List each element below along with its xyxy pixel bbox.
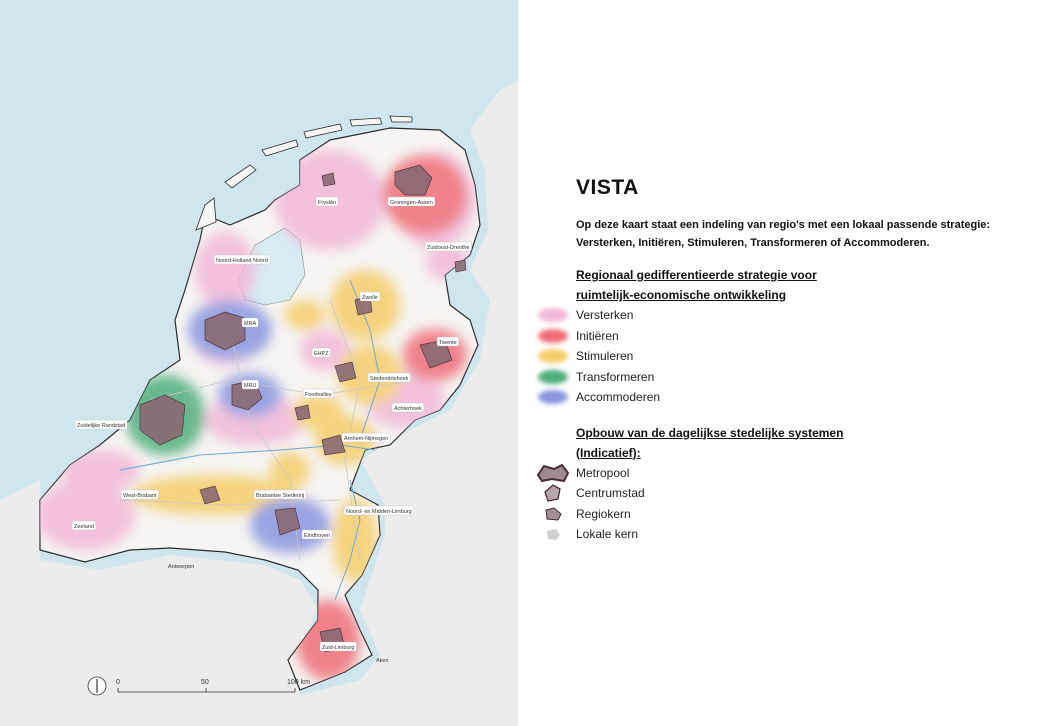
regiokern-icon <box>534 504 572 524</box>
place-label-antwerpen: Antwerpen <box>168 564 195 570</box>
svg-text:Eindhoven: Eindhoven <box>304 533 330 539</box>
legend-item-regiokern <box>530 504 1030 525</box>
versterken-swatch <box>538 308 568 322</box>
svg-text:Fryslân: Fryslân <box>318 200 337 206</box>
region-label-zeeland <box>72 521 96 530</box>
legend-item-initieren <box>530 326 1030 347</box>
region-label-zuid-limburg <box>320 642 356 651</box>
strategy-section <box>530 265 1030 408</box>
svg-text:Stedendriehoek: Stedendriehoek <box>370 376 409 382</box>
svg-text:Zuidoost-Drenthe: Zuidoost-Drenthe <box>427 245 470 251</box>
region-label-zwolle <box>360 292 380 301</box>
svg-text:Zeeland: Zeeland <box>74 524 94 530</box>
place-label-aken: Aken <box>376 658 389 664</box>
metropool-icon <box>534 463 572 483</box>
legend-label: Centrumstad <box>576 486 645 501</box>
svg-text:MRA: MRA <box>244 321 257 327</box>
svg-text:Zuidelijke Randstad: Zuidelijke Randstad <box>77 423 126 429</box>
system-heading-line2: (Indicatief): <box>576 445 641 460</box>
stimuleren-swatch <box>538 349 568 363</box>
region-label-brabantse-stedenrij <box>254 490 306 499</box>
legend-label: Metropool <box>576 465 630 480</box>
svg-text:0: 0 <box>116 679 120 686</box>
legend-label: Initiëren <box>576 328 619 343</box>
region-label-zuidelijke-randstad <box>75 420 127 429</box>
svg-text:Foodvalley: Foodvalley <box>305 392 332 398</box>
region-label-twente <box>437 337 459 346</box>
netherlands-map[interactable] <box>0 0 518 726</box>
north-arrow-icon <box>88 677 106 695</box>
accommoderen-swatch <box>538 390 568 404</box>
strategy-heading-line1: Regionaal gedifferentieerde strategie voor <box>576 268 817 282</box>
region-label-zuidoost-drenthe <box>425 242 472 251</box>
centrumstad-icon <box>534 483 572 503</box>
lokale-kern-icon <box>534 524 572 544</box>
legend-label: Lokale kern <box>576 527 639 542</box>
legend-item-stimuleren <box>530 346 1030 367</box>
region-label-eindhoven <box>302 530 332 539</box>
svg-text:Noord-Holland Noord: Noord-Holland Noord <box>216 258 268 264</box>
svg-text:Noord- en Midden-Limburg: Noord- en Midden-Limburg <box>346 509 412 515</box>
svg-text:West-Brabant: West-Brabant <box>123 493 157 499</box>
legend-label: Transformeren <box>576 369 655 384</box>
legend-item-accommoderen <box>530 387 1030 408</box>
region-label-mra <box>242 318 258 327</box>
transformeren-swatch <box>538 370 568 384</box>
svg-text:Groningen-Assen: Groningen-Assen <box>390 200 433 206</box>
svg-text:Brabantse Stedenrij: Brabantse Stedenrij <box>256 493 305 499</box>
svg-text:Zuid-Limburg: Zuid-Limburg <box>322 645 355 651</box>
legend-item-lokale-kern <box>530 524 1030 545</box>
map-canvas <box>0 0 518 726</box>
legend-label: Stimuleren <box>576 349 634 364</box>
system-list <box>530 463 1030 545</box>
svg-text:MRU: MRU <box>244 383 257 389</box>
region-label-stedendriehoek <box>368 373 411 382</box>
legend-label: Regiokern <box>576 506 631 521</box>
region-label-foodvalley <box>303 389 334 398</box>
legend-item-centrumstad <box>530 483 1030 504</box>
svg-text:100 km: 100 km <box>287 679 310 686</box>
legend-label: Versterken <box>576 308 634 323</box>
legend-item-versterken <box>530 305 1030 326</box>
svg-text:Arnhem-Nijmegen: Arnhem-Nijmegen <box>344 436 389 442</box>
region-label-noord-midden-limburg <box>344 506 414 515</box>
strategy-heading-line2: ruimtelijk-economische ontwikkeling <box>576 288 787 302</box>
legend-item-transformeren <box>530 367 1030 388</box>
legend-label: Accommoderen <box>576 390 661 405</box>
legend-title: VISTA <box>576 176 639 199</box>
region-label-groningen-assen <box>388 197 435 206</box>
region-label-achterhoek <box>392 403 424 412</box>
strategy-list <box>530 305 1030 408</box>
legend-description: Op deze kaart staat een indeling van regio's met een lokaal passende strategie: Versterken, Initiëren, Stimuleren, Transformeren of Accommoderen. <box>576 219 991 249</box>
region-label-arnhem-nijmegen <box>342 433 390 442</box>
svg-text:EHPZ: EHPZ <box>314 351 329 357</box>
initieren-swatch <box>538 329 568 343</box>
region-label-west-brabant <box>121 490 159 499</box>
system-heading-line1: Opbouw van de dagelijkse stedelijke systemen <box>576 425 844 440</box>
svg-text:Achterhoek: Achterhoek <box>394 406 422 412</box>
legend-panel <box>530 176 1030 545</box>
system-section <box>530 423 1030 545</box>
svg-text:Twente: Twente <box>439 340 457 346</box>
legend-item-metropool <box>530 463 1030 484</box>
region-label-ehpz <box>312 348 331 357</box>
region-label-fryslan <box>316 197 338 206</box>
svg-text:50: 50 <box>201 679 209 686</box>
svg-text:Zwolle: Zwolle <box>362 295 378 301</box>
region-label-mru <box>242 380 259 389</box>
region-label-noord-holland-noord <box>214 255 270 264</box>
